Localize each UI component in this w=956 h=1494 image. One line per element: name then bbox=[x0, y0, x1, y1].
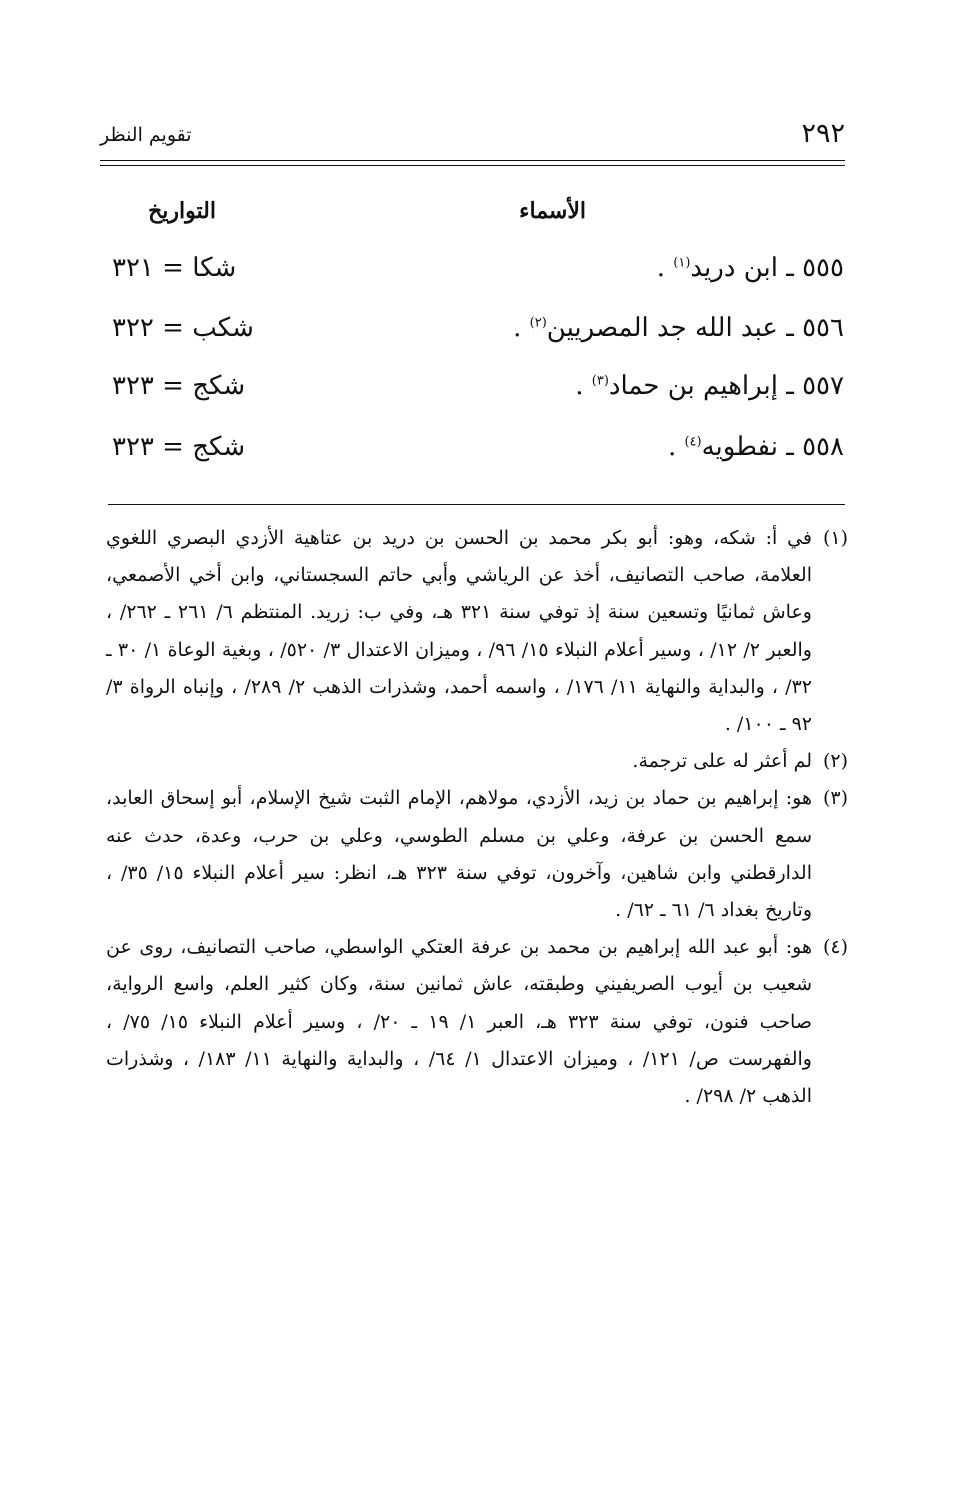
header-rule-double bbox=[100, 165, 845, 166]
footnote-separator bbox=[108, 504, 845, 505]
footnotes bbox=[106, 520, 848, 1115]
header-rule bbox=[100, 160, 845, 161]
entry-tail: . bbox=[656, 253, 674, 283]
entry-name-text: ٥٥٥ ـ ابن دريد bbox=[690, 253, 844, 283]
entry-name bbox=[513, 313, 844, 343]
entry-date: شكج = ٣٢٣ bbox=[112, 371, 246, 401]
footnote bbox=[106, 743, 848, 780]
entry-name-text: ٥٥٦ ـ عبد الله جد المصريين bbox=[546, 313, 844, 343]
page-header bbox=[100, 118, 845, 158]
entry-date: شكج = ٣٢٣ bbox=[112, 432, 246, 462]
footnote-ref: (٣) bbox=[591, 373, 609, 389]
footnote-text: هو: أبو عبد الله إبراهيم بن محمد بن عرفة العتكي الواسطي، صاحب التصانيف، روى عن شعيب بن أيوب الصريفيني وطبقته، عاش ثمانين سنة، وكان كثير العلم، واسع الرواية، صاحب فنون، توفي سنة ٣٢٣ هـ، العبر ١/ ١٩ ـ ٢٠/ ، وسير أعلام النبلاء ١٥/ ٧٥/ ، والفهرست ص/ ١٢١/ ، وميزان الاعتدال ١/ ٦٤/ ، والبداية والنهاية ١١/ ١٨٣/ ، وشذرات الذهب ٢/ ٢٩٨/ . bbox=[106, 936, 812, 1108]
entry-name bbox=[668, 432, 844, 462]
footnote-text: هو: إبراهيم بن حماد بن زيد، الأزدي، مولاهم، الإمام الثبت شيخ الإسلام، أبو إسحاق العابد، سمع الحسن بن عرفة، وعلي بن مسلم الطوسي، وعلي بن حرب، وعدة، حدث عنه الدارقطني وابن شاهين، وآخرون، توفي سنة ٣٢٣ هـ، انظر: سير أعلام النبلاء ١٥/ ٣٥/ ، وتاريخ بغداد ٦/ ٦١ ـ ٦٢/ . bbox=[106, 787, 813, 922]
entry-name bbox=[657, 253, 844, 283]
entry-name-text: ٥٥٨ ـ نفطويه bbox=[701, 432, 844, 462]
names-column-heading: الأسماء bbox=[519, 198, 586, 224]
footnote bbox=[106, 929, 848, 1115]
footnote bbox=[106, 520, 848, 743]
footnote bbox=[106, 780, 848, 929]
footnote-ref: (٤) bbox=[684, 434, 702, 450]
entry-tail: . bbox=[575, 371, 592, 401]
entry-tail: . bbox=[513, 313, 530, 343]
entry-name bbox=[575, 371, 844, 401]
footnote-number: (١) bbox=[822, 527, 848, 549]
dates-column-heading: التواريخ bbox=[148, 198, 216, 224]
footnote-text: في أ: شكه، وهو: أبو بكر محمد بن الحسن بن دريد بن عتاهية الأزدي البصري اللغوي العلامة، صاحب التصانيف، أخذ عن الرياشي وأبي حاتم السجستاني، وابن أخي الأصمعي، وعاش ثمانيًا وتسعين سنة إذ توفي سنة ٣٢١ هـ، وفي ب: زريد. المنتظم ٦/ ٢٦١ ـ ٢٦٢/ ، والعبر ٢/ ١٢/ ، وسير أعلام النبلاء ١٥/ ٩٦/ ، وميزان الاعتدال ٣/ ٥٢٠/ ، وبغية الوعاة ١/ ٣٠ ـ ٣٢/ ، والبداية والنهاية ١١/ ١٧٦/ ، واسمه أحمد، وشذرات الذهب ٢/ ٢٨٩/ ، وإنباه الرواة ٣/ ٩٢ ـ ١٠٠/ . bbox=[106, 527, 812, 736]
running-title: تقويم النظر bbox=[100, 124, 192, 146]
entry-name-text: ٥٥٧ ـ إبراهيم بن حماد bbox=[608, 371, 844, 401]
footnote-number: (٣) bbox=[822, 787, 848, 810]
footnote-ref: (١) bbox=[673, 255, 691, 271]
entry-tail: . bbox=[667, 432, 685, 462]
entry-date: شكب = ٣٢٢ bbox=[112, 313, 254, 343]
footnote-ref: (٢) bbox=[529, 315, 547, 331]
footnote-number: (٢) bbox=[822, 750, 848, 773]
footnote-text: لم أعثر له على ترجمة. bbox=[632, 750, 812, 773]
page-number: ٢٩٢ bbox=[801, 118, 845, 149]
entry-date: شكا = ٣٢١ bbox=[112, 253, 237, 283]
footnote-number: (٤) bbox=[822, 936, 848, 959]
